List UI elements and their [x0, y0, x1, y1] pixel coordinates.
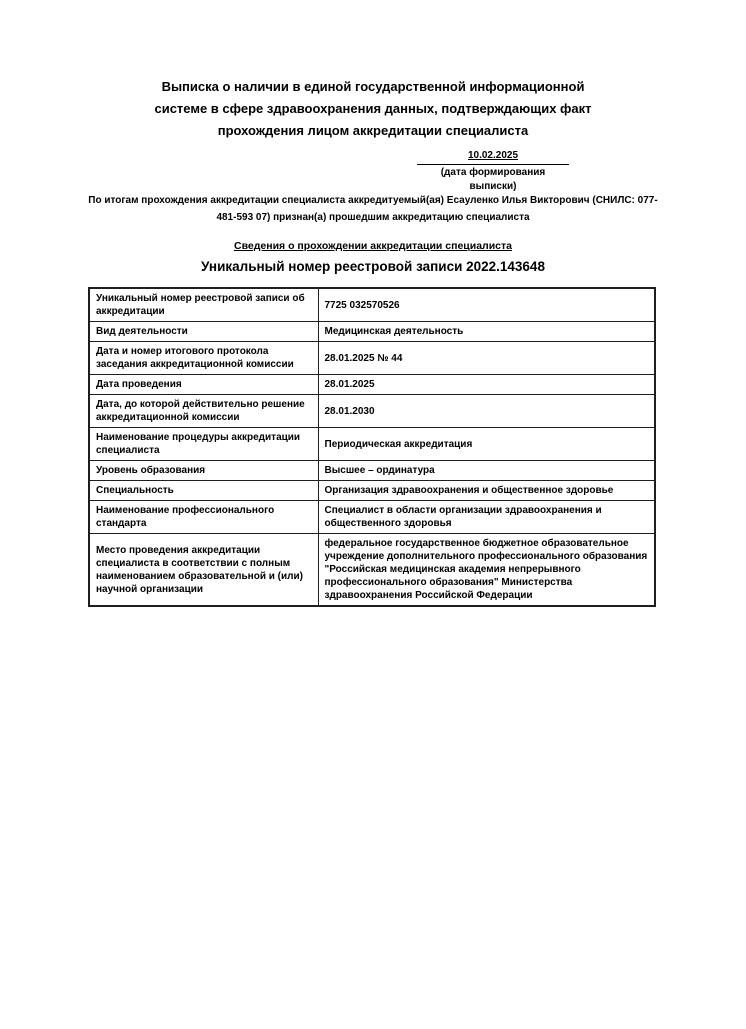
table-row	[89, 342, 655, 375]
field-value: Медицинская деятельность	[318, 322, 655, 342]
table-row	[89, 481, 655, 501]
extract-date-caption: (дата формирования выписки)	[417, 164, 569, 194]
extract-date-block	[417, 149, 569, 194]
table-row	[89, 395, 655, 428]
field-label: Уровень образования	[89, 461, 318, 481]
field-label: Наименование процедуры аккредитации специалиста	[89, 428, 318, 461]
field-value: 28.01.2025	[318, 375, 655, 395]
field-label: Наименование профессионального стандарта	[89, 501, 318, 534]
field-label: Дата и номер итогового протокола заседания аккредитационной комиссии	[89, 342, 318, 375]
table-row	[89, 428, 655, 461]
document-title-line: Выписка о наличии в единой государственной информационной	[161, 79, 585, 94]
field-label: Специальность	[89, 481, 318, 501]
field-value: Периодическая аккредитация	[318, 428, 655, 461]
table-row	[89, 461, 655, 481]
field-value: 7725 032570526	[318, 288, 655, 322]
field-label: Вид деятельности	[89, 322, 318, 342]
field-value: Специалист в области организации здравоохранения и общественного здоровья	[318, 501, 655, 534]
field-value: 28.01.2030	[318, 395, 655, 428]
table-row	[89, 288, 655, 322]
table-row	[89, 501, 655, 534]
field-value: Организация здравоохранения и общественное здоровье	[318, 481, 655, 501]
registry-number-heading: Уникальный номер реестровой записи 2022.143648	[201, 259, 545, 274]
field-value: федеральное государственное бюджетное образовательное учреждение дополнительного профессионального образования "Российская медицинская академия непрерывного профессионального образования" Министерства здравоохранения Российской Федерации	[318, 534, 655, 607]
document-title-line: системе в сфере здравоохранения данных, подтверждающих факт	[154, 101, 592, 116]
field-value: Высшее – ординатура	[318, 461, 655, 481]
table-row	[89, 534, 655, 607]
accreditation-table	[88, 287, 656, 607]
document-title-line: прохождения лицом аккредитации специалиста	[217, 123, 529, 138]
field-value: 28.01.2025 № 44	[318, 342, 655, 375]
intro-paragraph: По итогам прохождения аккредитации специалиста аккредитуемый(ая) Есауленко Илья Викторович (СНИЛС: 077-481-593 07) признан(а) прошедшим аккредитацию специалиста	[88, 195, 658, 223]
field-label: Уникальный номер реестровой записи об аккредитации	[89, 288, 318, 322]
extract-date: 10.02.2025	[467, 150, 519, 161]
section-heading: Сведения о прохождении аккредитации специалиста	[234, 240, 512, 252]
field-label: Место проведения аккредитации специалиста в соответствии с полным наименованием образовательной и (или) научной организации	[89, 534, 318, 607]
field-label: Дата, до которой действительно решение аккредитационной комиссии	[89, 395, 318, 428]
field-label: Дата проведения	[89, 375, 318, 395]
table-row	[89, 375, 655, 395]
document-title	[0, 76, 746, 142]
table-row	[89, 322, 655, 342]
